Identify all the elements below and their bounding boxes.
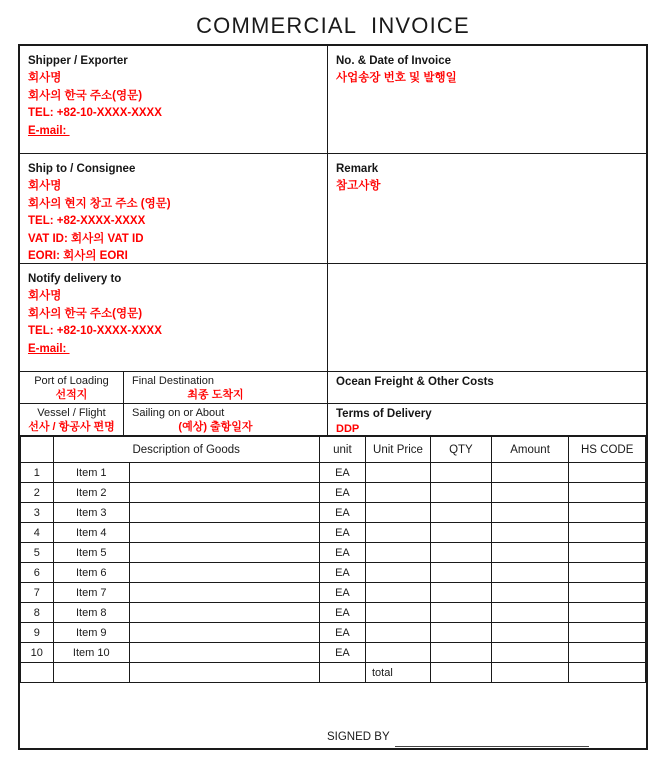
terms-of-delivery-cell[interactable] (328, 404, 646, 435)
notify-address: 회사의 한국 주소(영문) (28, 307, 143, 320)
cell-qty[interactable] (430, 503, 491, 523)
remark-heading: Remark (336, 163, 379, 175)
cell-no: 7 (21, 583, 54, 603)
consignee-heading: Ship to / Consignee (28, 163, 136, 175)
cell-item-name[interactable]: Item 4 (53, 523, 130, 543)
cell-amount[interactable] (491, 543, 569, 563)
cell-unit-price[interactable] (365, 583, 430, 603)
table-row (21, 583, 646, 603)
cell-unit-price[interactable] (365, 563, 430, 583)
cell-item-name[interactable]: Item 7 (53, 583, 130, 603)
cell-hs-code[interactable] (569, 623, 646, 643)
cell-amount[interactable] (491, 583, 569, 603)
notify-section-row (20, 264, 646, 372)
terms-of-delivery-value: DDP (336, 423, 360, 435)
cell-item-name[interactable]: Item 3 (53, 503, 130, 523)
cell-hs-code[interactable] (569, 503, 646, 523)
cell-unit[interactable]: EA (319, 583, 365, 603)
terms-of-delivery-label: Terms of Delivery (336, 408, 432, 420)
cell-unit-price[interactable] (365, 643, 430, 663)
cell-no: 1 (21, 463, 54, 483)
total-spacer-no (21, 663, 54, 683)
consignee-tel: TEL: +82-XXXX-XXXX (28, 215, 146, 227)
sailing-date-value: (예상) 출항일자 (178, 421, 253, 433)
notify-company: 회사명 (28, 290, 62, 302)
cell-description[interactable] (130, 623, 320, 643)
cell-description[interactable] (130, 503, 320, 523)
cell-unit[interactable]: EA (319, 643, 365, 663)
goods-table-header-row (21, 437, 646, 463)
cell-amount[interactable] (491, 483, 569, 503)
table-row (21, 643, 646, 663)
cell-no: 5 (21, 543, 54, 563)
table-row (21, 483, 646, 503)
header-cell-amount: Amount (491, 437, 569, 463)
notify-right-empty-block[interactable] (328, 264, 646, 371)
cell-qty[interactable] (430, 583, 491, 603)
notify-tel: TEL: +82-10-XXXX-XXXX (28, 325, 162, 337)
loading-destination-row (20, 372, 646, 404)
cell-unit-price[interactable] (365, 503, 430, 523)
shipper-tel: TEL: +82-10-XXXX-XXXX (28, 107, 162, 119)
consignee-company: 회사명 (28, 180, 62, 192)
consignee-vat-id: VAT ID: 회사의 VAT ID (28, 232, 144, 245)
cell-description[interactable] (130, 563, 320, 583)
invoice-no-date-block[interactable] (328, 46, 646, 153)
cell-qty[interactable] (430, 523, 491, 543)
cell-description[interactable] (130, 483, 320, 503)
header-cell-unit-price: Unit Price (365, 437, 430, 463)
cell-qty[interactable] (430, 623, 491, 643)
port-of-loading-value: 선적지 (55, 389, 88, 401)
cell-description[interactable] (130, 603, 320, 623)
sailing-date-cell[interactable] (124, 404, 328, 435)
port-of-loading-label: Port of Loading (34, 375, 109, 387)
table-row (21, 563, 646, 583)
ocean-freight-cell[interactable] (328, 372, 646, 403)
cell-unit-price[interactable] (365, 483, 430, 503)
cell-hs-code[interactable] (569, 463, 646, 483)
cell-amount[interactable] (491, 643, 569, 663)
table-row (21, 523, 646, 543)
cell-no: 4 (21, 523, 54, 543)
cell-hs-code[interactable] (569, 603, 646, 623)
total-row (21, 663, 646, 683)
cell-qty[interactable] (430, 463, 491, 483)
cell-hs-code[interactable] (569, 563, 646, 583)
cell-amount[interactable] (491, 523, 569, 543)
cell-hs-code[interactable] (569, 483, 646, 503)
total-amount[interactable] (491, 663, 569, 683)
ocean-freight-label: Ocean Freight & Other Costs (336, 376, 494, 388)
cell-item-name[interactable]: Item 5 (53, 543, 130, 563)
cell-qty[interactable] (430, 543, 491, 563)
cell-no: 6 (21, 563, 54, 583)
table-row (21, 543, 646, 563)
cell-unit[interactable]: EA (319, 523, 365, 543)
consignee-address: 회사의 현지 창고 주소 (영문) (28, 197, 171, 210)
cell-item-name[interactable]: Item 6 (53, 563, 130, 583)
shipper-email[interactable]: E-mail: (28, 124, 70, 137)
cell-unit-price[interactable] (365, 463, 430, 483)
shipper-block[interactable] (20, 46, 328, 153)
cell-unit-price[interactable] (365, 623, 430, 643)
goods-table (20, 436, 646, 683)
notify-heading: Notify delivery to (28, 273, 122, 285)
cell-hs-code[interactable] (569, 543, 646, 563)
cell-unit[interactable]: EA (319, 463, 365, 483)
sailing-date-label: Sailing on or About (132, 407, 225, 419)
cell-no: 8 (21, 603, 54, 623)
cell-description[interactable] (130, 543, 320, 563)
invoice-form (18, 44, 648, 750)
cell-unit[interactable]: EA (319, 503, 365, 523)
consignee-block[interactable] (20, 154, 328, 263)
cell-qty[interactable] (430, 563, 491, 583)
cell-description[interactable] (130, 523, 320, 543)
invoice-no-date-heading: No. & Date of Invoice (336, 55, 452, 67)
shipper-section-row (20, 46, 646, 154)
notify-email[interactable]: E-mail: (28, 342, 70, 355)
shipper-heading: Shipper / Exporter (28, 55, 128, 67)
consignee-section-row (20, 154, 646, 264)
vessel-flight-value: 선사 / 항공사 편명 (28, 421, 115, 433)
cell-item-name[interactable]: Item 8 (53, 603, 130, 623)
cell-item-name[interactable]: Item 2 (53, 483, 130, 503)
signature-line[interactable] (395, 746, 589, 747)
cell-no: 2 (21, 483, 54, 503)
cell-qty[interactable] (430, 643, 491, 663)
cell-unit-price[interactable] (365, 603, 430, 623)
table-row (21, 623, 646, 643)
cell-item-name[interactable]: Item 1 (53, 463, 130, 483)
invoice-no-date-value: 사업송장 번호 및 발행일 (336, 72, 457, 84)
notify-block[interactable] (20, 264, 328, 371)
cell-unit[interactable]: EA (319, 623, 365, 643)
cell-hs-code[interactable] (569, 643, 646, 663)
header-cell-unit: unit (319, 437, 365, 463)
page-title: COMMERCIAL INVOICE (196, 13, 470, 38)
header-cell-description: Description of Goods (53, 437, 319, 463)
cell-amount[interactable] (491, 463, 569, 483)
cell-description[interactable] (130, 583, 320, 603)
cell-no: 9 (21, 623, 54, 643)
table-row (21, 603, 646, 623)
final-destination-cell[interactable] (124, 372, 328, 403)
signature-area (20, 683, 646, 783)
cell-description[interactable] (130, 463, 320, 483)
table-row (21, 463, 646, 483)
table-row (21, 503, 646, 523)
vessel-flight-label: Vessel / Flight (37, 407, 106, 419)
port-of-loading-cell[interactable] (20, 372, 124, 403)
cell-no: 10 (21, 643, 54, 663)
consignee-eori: EORI: 회사의 EORI (28, 250, 128, 262)
cell-amount[interactable] (491, 623, 569, 643)
cell-unit[interactable]: EA (319, 603, 365, 623)
cell-hs-code[interactable] (569, 523, 646, 543)
cell-item-name[interactable]: Item 9 (53, 623, 130, 643)
header-cell-no (21, 437, 54, 463)
shipper-company: 회사명 (28, 72, 62, 84)
cell-unit[interactable]: EA (319, 543, 365, 563)
cell-unit-price[interactable] (365, 543, 430, 563)
total-spacer-unit (319, 663, 365, 683)
total-label: total (365, 663, 430, 683)
shipper-address: 회사의 한국 주소(영문) (28, 89, 143, 102)
cell-amount[interactable] (491, 603, 569, 623)
total-spacer-hs (569, 663, 646, 683)
vessel-flight-cell[interactable] (20, 404, 124, 435)
cell-item-name[interactable]: Item 10 (53, 643, 130, 663)
total-spacer-item (53, 663, 130, 683)
remark-block[interactable] (328, 154, 646, 263)
header-cell-qty: QTY (430, 437, 491, 463)
vessel-terms-row (20, 404, 646, 436)
total-qty[interactable] (430, 663, 491, 683)
cell-description[interactable] (130, 643, 320, 663)
cell-amount[interactable] (491, 563, 569, 583)
cell-unit[interactable]: EA (319, 563, 365, 583)
final-destination-value: 최종 도착지 (187, 389, 244, 401)
final-destination-label: Final Destination (132, 375, 214, 387)
signed-by-label: SIGNED BY (327, 731, 390, 743)
cell-amount[interactable] (491, 503, 569, 523)
cell-hs-code[interactable] (569, 583, 646, 603)
cell-qty[interactable] (430, 483, 491, 503)
header-cell-hs-code: HS CODE (569, 437, 646, 463)
remark-value: 참고사항 (336, 180, 381, 192)
cell-unit-price[interactable] (365, 523, 430, 543)
cell-unit[interactable]: EA (319, 483, 365, 503)
total-spacer-desc (130, 663, 320, 683)
cell-qty[interactable] (430, 603, 491, 623)
cell-no: 3 (21, 503, 54, 523)
